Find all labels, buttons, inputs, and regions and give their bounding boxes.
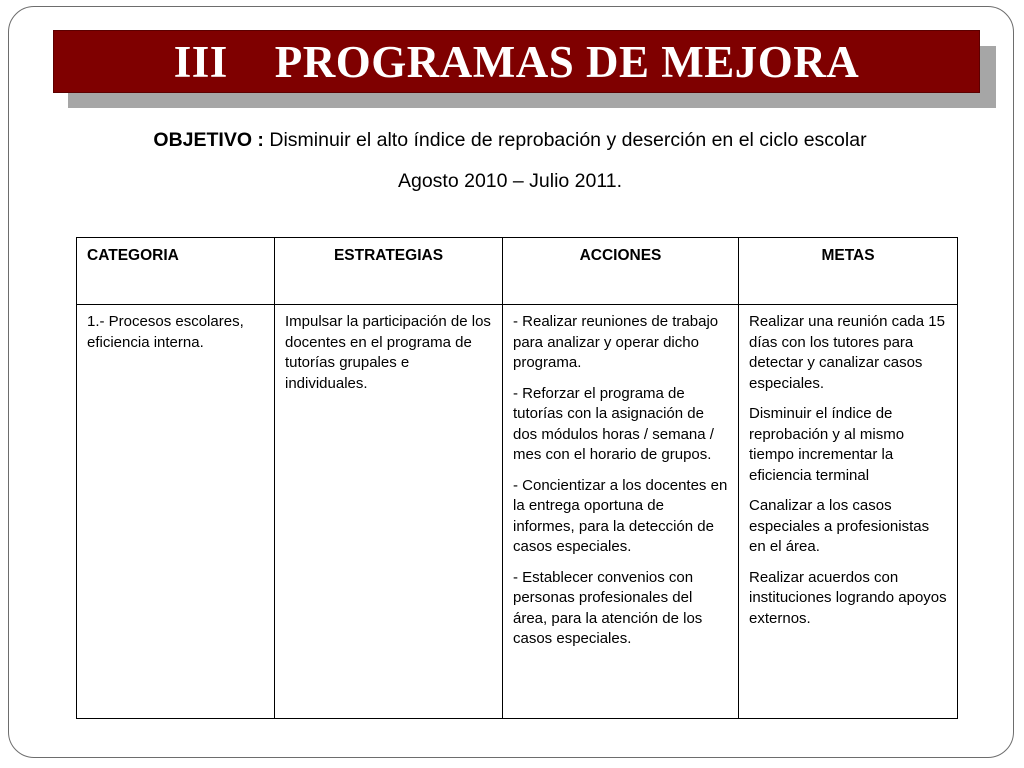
header-categoria: CATEGORIA: [77, 238, 275, 305]
meta-item: Realizar acuerdos con instituciones logrando apoyos externos.: [749, 568, 947, 627]
accion-item: - Reforzar el programa de tutorías con la asignación de dos módulos horas / semana / mes con el horario de grupos.: [513, 384, 714, 463]
table-row: [77, 305, 958, 719]
meta-item: Disminuir el índice de reprobación y al mismo tiempo incrementar la eficiencia terminal: [749, 405, 905, 484]
categoria-text: 1.- Procesos escolares, eficiencia interna.: [87, 313, 244, 351]
estrategias-text: Impulsar la participación de los docentes en el programa de tutorías grupales e individuales.: [285, 313, 491, 392]
table-header-row: [77, 238, 958, 305]
slide-title: III PROGRAMAS DE MEJORA: [173, 36, 860, 87]
header-metas: METAS: [739, 238, 958, 305]
cell-metas: [739, 305, 958, 719]
objective-text: Disminuir el alto índice de reprobación y deserción en el ciclo escolar: [263, 129, 867, 151]
accion-item: - Realizar reuniones de trabajo para analizar y operar dicho programa.: [513, 313, 719, 371]
cell-estrategias: [275, 305, 503, 719]
improvement-plan-table: [76, 237, 958, 719]
cell-categoria: [77, 305, 275, 719]
header-acciones: ACCIONES: [503, 238, 739, 305]
objective-label: OBJETIVO :: [153, 129, 264, 151]
accion-item: - Establecer convenios con personas profesionales del área, para la atención de los casos especiales.: [513, 568, 703, 647]
accion-item: - Concientizar a los docentes en la entrega oportuna de informes, para la detección de casos especiales.: [513, 476, 728, 555]
cell-acciones: [503, 305, 739, 719]
title-banner: [53, 30, 980, 93]
meta-item: Realizar una reunión cada 15 días con los tutores para detectar y canalizar casos especiales.: [749, 313, 945, 392]
header-estrategias: ESTRATEGIAS: [275, 238, 503, 305]
meta-item: Canalizar a los casos especiales a profesionistas en el área.: [749, 497, 930, 555]
objective-block: [80, 120, 940, 202]
objective-period: Agosto 2010 – Julio 2011.: [397, 170, 623, 192]
objective-line: [80, 120, 940, 161]
